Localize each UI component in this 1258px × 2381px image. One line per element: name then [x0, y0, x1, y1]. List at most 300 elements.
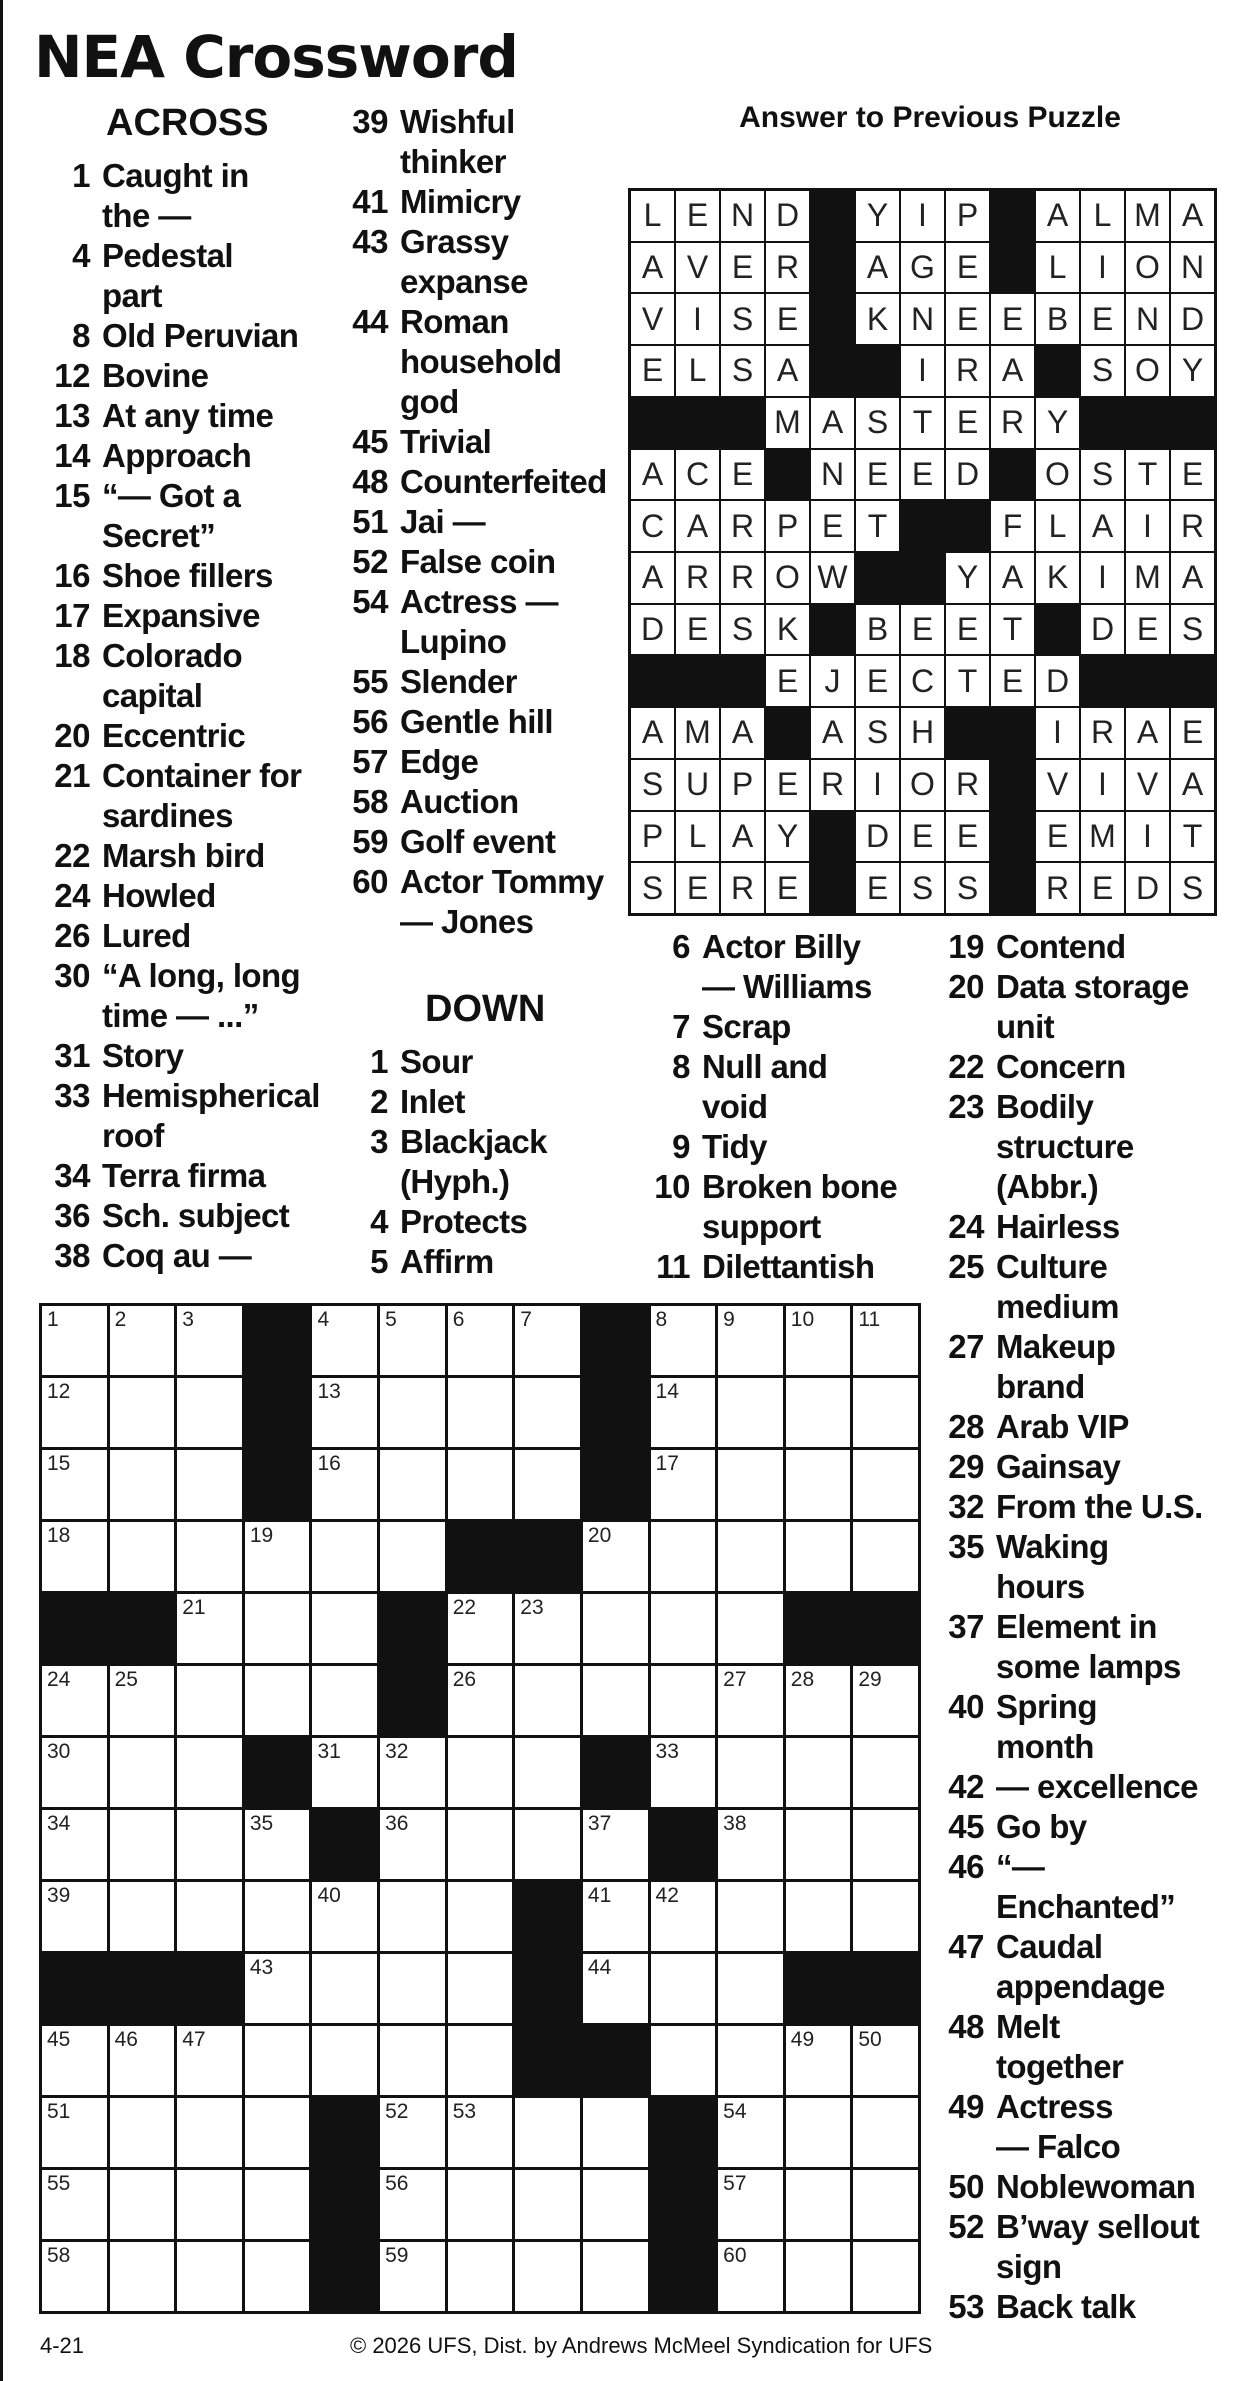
answer-letter-cell: E: [631, 346, 674, 396]
grid-cell[interactable]: [110, 2026, 175, 2095]
clue-down-5: [338, 1242, 628, 1282]
clue-number: 36: [54, 1197, 90, 1234]
grid-cell[interactable]: [380, 2098, 445, 2167]
grid-cell[interactable]: [312, 1882, 377, 1951]
clue-number: 8: [72, 317, 90, 354]
clue-line: Noblewoman: [996, 2168, 1196, 2205]
clue-across-43: [338, 222, 628, 302]
clue-line: Hairless: [996, 1208, 1120, 1245]
cell-number: 32: [385, 1740, 409, 1763]
grid-cell[interactable]: [853, 1306, 918, 1375]
grid-cell[interactable]: [786, 2170, 851, 2239]
grid-cell[interactable]: [110, 1810, 175, 1879]
grid-cell[interactable]: [583, 2242, 648, 2311]
grid-cell[interactable]: [312, 1378, 377, 1447]
answer-letter-cell: A: [721, 812, 764, 862]
clue-line: Element in: [996, 1608, 1157, 1645]
clue-line: Wishful: [400, 103, 515, 140]
grid-cell[interactable]: [42, 1522, 107, 1591]
grid-cell[interactable]: [448, 2026, 513, 2095]
grid-cell[interactable]: [718, 1594, 783, 1663]
grid-cell[interactable]: [448, 1450, 513, 1519]
clue-line: Inlet: [400, 1083, 465, 1120]
grid-cell[interactable]: [718, 1954, 783, 2023]
black-square: [515, 2026, 580, 2095]
grid-cell[interactable]: [177, 1378, 242, 1447]
grid-cell[interactable]: [42, 1306, 107, 1375]
clue-down-49: [934, 2087, 1234, 2167]
grid-cell[interactable]: [786, 2026, 851, 2095]
clue-down-45: [934, 1807, 1234, 1847]
grid-cell[interactable]: [515, 1666, 580, 1735]
grid-cell[interactable]: [177, 1738, 242, 1807]
grid-cell[interactable]: [312, 1954, 377, 2023]
grid-cell[interactable]: [583, 1666, 648, 1735]
grid-cell[interactable]: [515, 1594, 580, 1663]
clue-number: 34: [54, 1157, 90, 1194]
clue-across-21: [40, 756, 330, 836]
clue-down-25: [934, 1247, 1234, 1327]
answer-letter-cell: L: [676, 346, 719, 396]
clue-line: some lamps: [996, 1648, 1181, 1685]
grid-cell[interactable]: [245, 1522, 310, 1591]
grid-cell[interactable]: [177, 1882, 242, 1951]
clue-across-44: [338, 302, 628, 422]
grid-cell[interactable]: [786, 2242, 851, 2311]
clue-line: Dilettantish: [702, 1248, 875, 1285]
grid-cell[interactable]: [718, 1882, 783, 1951]
grid-cell[interactable]: [515, 1810, 580, 1879]
clue-across-57: [338, 742, 628, 782]
grid-cell[interactable]: [312, 1738, 377, 1807]
answer-letter-cell: A: [1171, 553, 1214, 603]
clue-line: Edge: [400, 743, 479, 780]
cell-number: 20: [587, 1524, 612, 1547]
grid-cell[interactable]: [853, 1882, 918, 1951]
clue-text: [400, 1042, 628, 1082]
answer-letter-cell: E: [676, 605, 719, 655]
answer-black-square: [991, 191, 1034, 241]
clue-number: 17: [54, 597, 90, 634]
puzzle-date: 4-21: [40, 2333, 85, 2358]
answer-letter-cell: S: [721, 294, 764, 344]
clue-across-55: [338, 662, 628, 702]
grid-cell[interactable]: [245, 1954, 310, 2023]
grid-cell[interactable]: [583, 1954, 648, 2023]
grid-cell[interactable]: [718, 1666, 783, 1735]
clue-number: 4: [370, 1203, 388, 1240]
grid-cell[interactable]: [42, 2098, 107, 2167]
clue-number: 4: [72, 237, 90, 274]
answer-letter-cell: M: [1126, 191, 1169, 241]
answer-letter-cell: T: [1171, 812, 1214, 862]
clue-text: [102, 916, 330, 956]
answer-letter-cell: U: [676, 760, 719, 810]
clue-line: expanse: [400, 263, 528, 300]
grid-cell[interactable]: [583, 1594, 648, 1663]
cell-number: 47: [182, 2028, 206, 2051]
grid-cell[interactable]: [853, 2242, 918, 2311]
grid-cell[interactable]: [718, 2242, 783, 2311]
cell-number: 17: [655, 1452, 679, 1475]
answer-letter-cell: P: [721, 760, 764, 810]
clue-line: Arab VIP: [996, 1408, 1129, 1445]
answer-letter-cell: T: [946, 656, 989, 706]
clue-line: Actor Tommy: [400, 863, 604, 900]
cell-number: 6: [452, 1308, 465, 1331]
down-clues-column-3: [934, 927, 1234, 2327]
answer-letter-cell: E: [766, 760, 809, 810]
answer-letter-cell: I: [1126, 812, 1169, 862]
grid-cell[interactable]: [448, 1810, 513, 1879]
grid-cell[interactable]: [177, 2170, 242, 2239]
grid-cell[interactable]: [380, 1522, 445, 1591]
grid-cell[interactable]: [110, 1666, 175, 1735]
cell-number: 59: [385, 2244, 409, 2267]
grid-cell[interactable]: [651, 1378, 716, 1447]
grid-cell[interactable]: [42, 1882, 107, 1951]
grid-cell[interactable]: [110, 1522, 175, 1591]
answer-letter-cell: E: [901, 605, 944, 655]
grid-cell[interactable]: [786, 1810, 851, 1879]
answer-letter-cell: A: [991, 553, 1034, 603]
answer-letter-cell: N: [811, 450, 854, 500]
grid-cell[interactable]: [448, 1738, 513, 1807]
answer-letter-cell: L: [1036, 243, 1079, 293]
clue-across-26: [40, 916, 330, 956]
clue-number: 14: [54, 437, 90, 474]
grid-cell[interactable]: [583, 1810, 648, 1879]
clue-line: Bodily: [996, 1088, 1094, 1125]
grid-cell[interactable]: [651, 1450, 716, 1519]
answer-letter-cell: I: [1126, 501, 1169, 551]
answer-black-square: [946, 501, 989, 551]
grid-cell[interactable]: [448, 1882, 513, 1951]
answer-letter-cell: E: [811, 501, 854, 551]
grid-cell[interactable]: [42, 2026, 107, 2095]
grid-cell[interactable]: [245, 1810, 310, 1879]
clue-text: [102, 1156, 330, 1196]
clue-text: [996, 1407, 1234, 1447]
grid-cell[interactable]: [515, 2098, 580, 2167]
grid-cell[interactable]: [718, 1522, 783, 1591]
grid-cell[interactable]: [651, 1738, 716, 1807]
clue-line: Waking: [996, 1528, 1109, 1565]
grid-cell[interactable]: [42, 2170, 107, 2239]
clue-line: medium: [996, 1288, 1119, 1325]
grid-cell[interactable]: [651, 1522, 716, 1591]
cell-number: 16: [317, 1452, 341, 1475]
grid-cell[interactable]: [110, 1738, 175, 1807]
grid-cell[interactable]: [110, 1306, 175, 1375]
answer-black-square: [991, 760, 1034, 810]
answer-letter-cell: N: [721, 191, 764, 241]
grid-cell[interactable]: [245, 2098, 310, 2167]
clue-text: [102, 1076, 330, 1156]
grid-cell[interactable]: [380, 2170, 445, 2239]
answer-letter-cell: S: [856, 708, 899, 758]
grid-cell[interactable]: [245, 1666, 310, 1735]
clue-across-60: [338, 862, 628, 942]
answer-letter-cell: D: [1126, 863, 1169, 913]
clue-line: Caudal: [996, 1928, 1103, 1965]
grid-cell[interactable]: [110, 2242, 175, 2311]
answer-letter-cell: T: [1126, 450, 1169, 500]
grid-cell[interactable]: [42, 1666, 107, 1735]
answer-letter-cell: V: [1126, 760, 1169, 810]
grid-cell[interactable]: [42, 1810, 107, 1879]
clue-line: At any time: [102, 397, 274, 434]
grid-cell[interactable]: [42, 1738, 107, 1807]
grid-cell[interactable]: [448, 2098, 513, 2167]
clue-line: Shoe fillers: [102, 557, 273, 594]
grid-cell[interactable]: [515, 1738, 580, 1807]
grid-cell[interactable]: [312, 1306, 377, 1375]
grid-cell[interactable]: [312, 1450, 377, 1519]
clue-line: Culture: [996, 1248, 1108, 1285]
clue-text: [996, 1207, 1234, 1247]
clue-number: 18: [54, 637, 90, 674]
cell-number: 44: [587, 1956, 612, 1979]
black-square: [651, 2170, 716, 2239]
grid-cell[interactable]: [380, 1810, 445, 1879]
grid-cell[interactable]: [651, 1594, 716, 1663]
clue-number: 49: [948, 2088, 984, 2125]
grid-cell[interactable]: [853, 1666, 918, 1735]
grid-cell[interactable]: [177, 1666, 242, 1735]
answer-letter-cell: R: [991, 398, 1034, 448]
grid-cell[interactable]: [42, 1378, 107, 1447]
grid-cell[interactable]: [786, 2098, 851, 2167]
clue-line: Data storage: [996, 968, 1189, 1005]
clue-line: Golf event: [400, 823, 556, 860]
answer-black-square: [676, 398, 719, 448]
answer-letter-cell: K: [766, 605, 809, 655]
grid-cell[interactable]: [718, 2026, 783, 2095]
grid-cell[interactable]: [448, 2242, 513, 2311]
answer-letter-cell: J: [811, 656, 854, 706]
grid-cell[interactable]: [110, 1882, 175, 1951]
grid-cell[interactable]: [110, 2170, 175, 2239]
grid-cell[interactable]: [448, 1666, 513, 1735]
grid-cell[interactable]: [853, 2026, 918, 2095]
grid-cell[interactable]: [177, 1594, 242, 1663]
answer-letter-cell: Y: [856, 191, 899, 241]
grid-cell[interactable]: [583, 1522, 648, 1591]
grid-cell[interactable]: [786, 1882, 851, 1951]
cell-number: 43: [249, 1956, 274, 1979]
clue-number: 21: [54, 757, 90, 794]
grid-cell[interactable]: [380, 1450, 445, 1519]
grid-cell[interactable]: [245, 2242, 310, 2311]
grid-cell[interactable]: [718, 2170, 783, 2239]
cell-number: 3: [182, 1308, 194, 1331]
grid-cell[interactable]: [651, 2026, 716, 2095]
grid-cell[interactable]: [853, 1522, 918, 1591]
grid-cell[interactable]: [245, 1882, 310, 1951]
grid-cell[interactable]: [786, 1378, 851, 1447]
grid-cell[interactable]: [853, 1738, 918, 1807]
grid-cell[interactable]: [583, 2098, 648, 2167]
grid-cell[interactable]: [651, 1882, 716, 1951]
answer-letter-cell: M: [766, 398, 809, 448]
grid-cell[interactable]: [515, 2242, 580, 2311]
cell-number: 33: [655, 1740, 679, 1763]
answer-black-square: [901, 501, 944, 551]
grid-cell[interactable]: [245, 1594, 310, 1663]
grid-cell[interactable]: [786, 1522, 851, 1591]
grid-cell[interactable]: [448, 1594, 513, 1663]
grid-cell[interactable]: [312, 1594, 377, 1663]
grid-cell[interactable]: [651, 1306, 716, 1375]
answer-black-square: [811, 191, 854, 241]
clue-line: sardines: [102, 797, 233, 834]
clue-number: 56: [352, 703, 388, 740]
grid-cell[interactable]: [853, 1810, 918, 1879]
grid-cell[interactable]: [853, 2170, 918, 2239]
grid-cell[interactable]: [786, 1738, 851, 1807]
grid-cell[interactable]: [312, 1522, 377, 1591]
grid-cell[interactable]: [312, 1666, 377, 1735]
answer-letter-cell: D: [1171, 294, 1214, 344]
grid-cell[interactable]: [448, 2170, 513, 2239]
grid-cell[interactable]: [448, 1306, 513, 1375]
grid-cell[interactable]: [718, 1810, 783, 1879]
grid-cell[interactable]: [380, 1882, 445, 1951]
grid-cell[interactable]: [853, 1378, 918, 1447]
grid-cell[interactable]: [245, 2170, 310, 2239]
grid-cell[interactable]: [583, 1882, 648, 1951]
grid-cell[interactable]: [515, 1450, 580, 1519]
clue-text: [102, 636, 330, 716]
grid-cell[interactable]: [177, 1450, 242, 1519]
clue-line: roof: [102, 1117, 164, 1154]
clue-text: [102, 716, 330, 756]
answer-letter-cell: M: [676, 708, 719, 758]
clue-number: 46: [948, 1848, 984, 1885]
grid-cell[interactable]: [177, 1810, 242, 1879]
grid-cell[interactable]: [718, 1738, 783, 1807]
answer-letter-cell: S: [721, 346, 764, 396]
clue-number: 11: [656, 1248, 690, 1285]
grid-cell[interactable]: [718, 1306, 783, 1375]
clue-number: 12: [54, 357, 90, 394]
grid-cell[interactable]: [110, 2098, 175, 2167]
cell-number: 28: [790, 1668, 815, 1691]
grid-cell[interactable]: [42, 1450, 107, 1519]
clue-number: 19: [948, 928, 984, 965]
grid-cell[interactable]: [177, 2242, 242, 2311]
puzzle-title: NEA Crossword: [34, 23, 518, 91]
answer-letter-cell: E: [676, 863, 719, 913]
answer-letter-cell: Y: [946, 553, 989, 603]
grid-cell[interactable]: [786, 1306, 851, 1375]
grid-cell[interactable]: [718, 1378, 783, 1447]
grid-cell[interactable]: [583, 2170, 648, 2239]
grid-cell[interactable]: [515, 1378, 580, 1447]
clue-line: unit: [996, 1008, 1055, 1045]
answer-letter-cell: A: [631, 243, 674, 293]
black-square: [448, 1522, 513, 1591]
grid-cell[interactable]: [177, 2098, 242, 2167]
grid-cell[interactable]: [42, 2242, 107, 2311]
grid-cell[interactable]: [448, 1954, 513, 2023]
answer-letter-cell: S: [631, 760, 674, 810]
black-square: [312, 1810, 377, 1879]
clue-text: [996, 927, 1234, 967]
cell-number: 18: [47, 1524, 71, 1547]
grid-cell[interactable]: [177, 1306, 242, 1375]
grid-cell[interactable]: [515, 2170, 580, 2239]
cell-number: 55: [47, 2172, 71, 2195]
clue-number: 48: [352, 463, 388, 500]
clue-text: [702, 1247, 940, 1287]
clue-down-46: [934, 1847, 1234, 1927]
clue-text: [400, 1082, 628, 1122]
grid-cell[interactable]: [853, 1450, 918, 1519]
grid-cell[interactable]: [380, 2242, 445, 2311]
grid-cell[interactable]: [380, 2026, 445, 2095]
grid-cell[interactable]: [312, 2026, 377, 2095]
answer-letter-cell: A: [766, 346, 809, 396]
clue-down-40: [934, 1687, 1234, 1767]
grid-cell[interactable]: [245, 2026, 310, 2095]
answer-letter-cell: E: [946, 605, 989, 655]
clue-text: [102, 1036, 330, 1076]
clue-across-51: [338, 502, 628, 542]
answer-letter-cell: E: [676, 191, 719, 241]
grid-cell[interactable]: [177, 1522, 242, 1591]
grid-cell[interactable]: [380, 1306, 445, 1375]
answer-letter-cell: R: [721, 863, 764, 913]
grid-cell[interactable]: [177, 2026, 242, 2095]
grid-cell[interactable]: [786, 1450, 851, 1519]
grid-cell[interactable]: [448, 1378, 513, 1447]
answer-letter-cell: R: [811, 760, 854, 810]
clue-across-34: [40, 1156, 330, 1196]
clue-line: hours: [996, 1568, 1085, 1605]
grid-cell[interactable]: [718, 2098, 783, 2167]
cell-number: 19: [249, 1524, 274, 1547]
clue-line: Scrap: [702, 1008, 791, 1045]
grid-cell[interactable]: [651, 1954, 716, 2023]
black-square: [651, 2098, 716, 2167]
clue-down-23: [934, 1087, 1234, 1207]
grid-cell[interactable]: [380, 1738, 445, 1807]
answer-black-square: [811, 346, 854, 396]
grid-cell[interactable]: [853, 2098, 918, 2167]
answer-letter-cell: E: [1171, 450, 1214, 500]
cell-number: 12: [47, 1380, 71, 1403]
grid-cell[interactable]: [786, 1666, 851, 1735]
grid-cell[interactable]: [110, 1378, 175, 1447]
clue-number: 22: [948, 1048, 984, 1085]
answer-letter-cell: D: [1081, 605, 1124, 655]
clue-number: 25: [948, 1248, 984, 1285]
black-square: [583, 1378, 648, 1447]
grid-cell[interactable]: [110, 1450, 175, 1519]
clue-line: Affirm: [400, 1243, 494, 1280]
grid-cell[interactable]: [718, 1450, 783, 1519]
clue-text: [400, 1122, 628, 1202]
answer-letter-cell: K: [1036, 553, 1079, 603]
grid-cell[interactable]: [515, 1306, 580, 1375]
black-square: [583, 1450, 648, 1519]
grid-cell[interactable]: [651, 1666, 716, 1735]
grid-cell[interactable]: [380, 1954, 445, 2023]
answer-black-square: [811, 812, 854, 862]
grid-cell[interactable]: [380, 1378, 445, 1447]
